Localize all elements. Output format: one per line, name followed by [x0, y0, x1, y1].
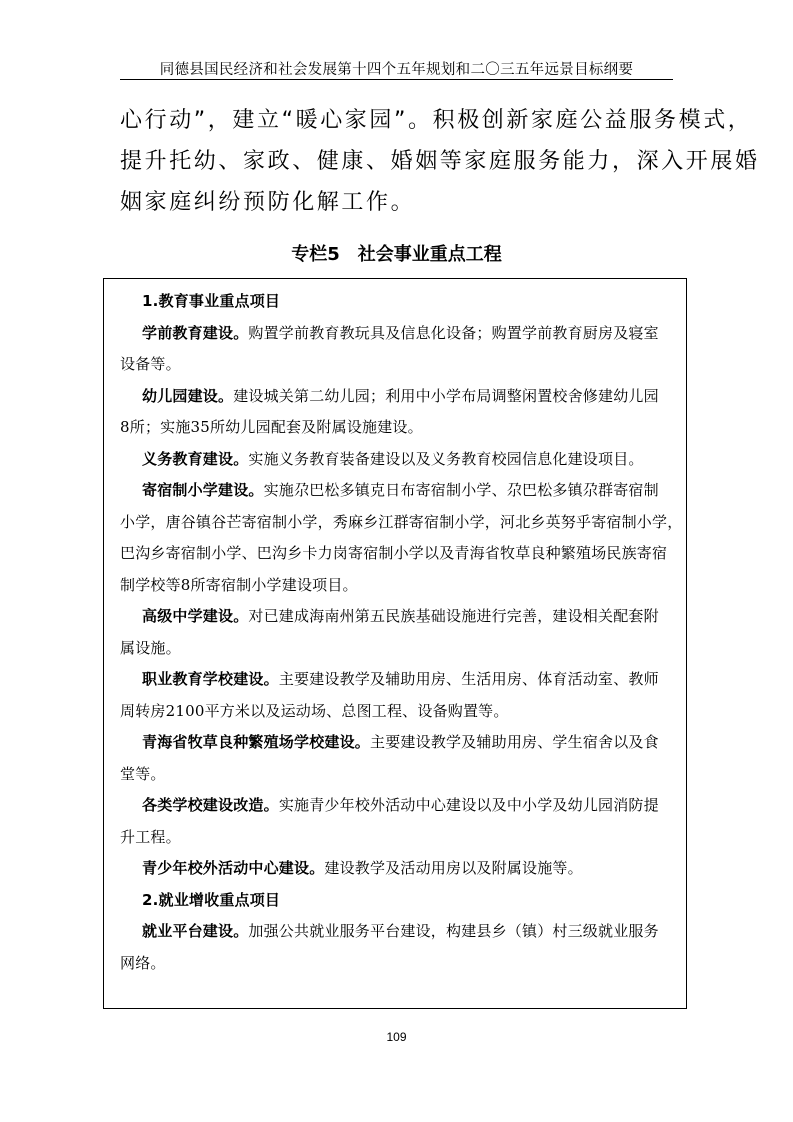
project-item: [120, 475, 680, 507]
intro-line: 姻家庭纠纷预防化解工作。: [120, 190, 416, 215]
project-item: [120, 727, 680, 759]
page-number: 109: [386, 1030, 407, 1044]
item-text-cont: 堂等。: [120, 764, 166, 783]
item-label: 各类学校建设改造。: [142, 796, 279, 814]
running-header: 同德县国民经济和社会发展第十四个五年规划和二〇三五年远景目标纲要: [159, 62, 634, 78]
intro-paragraph: [120, 100, 760, 223]
item-label: 职业教育学校建设。: [142, 670, 279, 688]
project-item: [120, 853, 680, 885]
project-item: [120, 444, 680, 476]
item-text: 建设教学及活动用房以及附属设施等。: [324, 859, 583, 877]
project-item: [120, 916, 680, 948]
item-text: 对已建成海南州第五民族基础设施进行完善，建设相关配套附: [248, 607, 659, 625]
item-text: 主要建设教学及辅助用房、生活用房、体育活动室、教师: [278, 670, 659, 688]
item-label: 青海省牧草良种繁殖场学校建设。: [142, 733, 371, 751]
item-text: 加强公共就业服务平台建设，构建县乡（镇）村三级就业服务: [248, 922, 659, 940]
header-rule: [120, 79, 673, 80]
item-text: 实施义务教育装备建设以及义务教育校园信息化建设项目。: [248, 449, 644, 468]
section-heading-education: 1.教育事业重点项目: [142, 292, 281, 310]
intro-line: 提升托幼、家政、健康、婚姻等家庭服务能力，深入开展婚: [120, 149, 760, 174]
item-text-cont: 网络。: [120, 953, 166, 972]
item-text-cont: 制学校等8所寄宿制小学建设项目。: [120, 575, 358, 594]
item-text-cont: 8所；实施35所幼儿园配套及附属设施建设。: [120, 418, 423, 436]
intro-line: 心行动”，建立“暖心家园”。积极创新家庭公益服务模式，: [120, 108, 753, 133]
item-label: 幼儿园建设。: [142, 386, 234, 405]
project-item: [120, 601, 680, 633]
project-box-content: [120, 286, 683, 979]
item-label: 高级中学建设。: [142, 607, 249, 625]
item-text-cont: 设备等。: [120, 355, 181, 373]
section-heading-employment: 2.就业增收重点项目: [142, 890, 281, 909]
box-title: 专栏5 社会事业重点工程: [291, 244, 502, 265]
item-label: 义务教育建设。: [142, 449, 249, 468]
item-text: 主要建设教学及辅助用房、学生宿舍以及食: [370, 733, 659, 751]
item-text-cont: 巴沟乡寄宿制小学、巴沟乡卡力岗寄宿制小学以及青海省牧草良种繁殖场民族寄宿: [120, 544, 668, 562]
item-label: 寄宿制小学建设。: [142, 481, 264, 499]
item-text-cont: 属设施。: [120, 638, 181, 657]
item-label: 就业平台建设。: [142, 922, 249, 940]
item-text: 实施尕巴松多镇克日布寄宿制小学、尕巴松多镇尕群寄宿制: [263, 481, 659, 499]
item-text: 购置学前教育教玩具及信息化设备；购置学前教育厨房及寝室: [248, 323, 659, 342]
project-item: [120, 664, 680, 696]
project-item: [120, 790, 680, 822]
project-item: [120, 381, 680, 413]
item-text: 建设城关第二幼儿园；利用中小学布局调整闲置校舍修建幼儿园: [233, 386, 659, 405]
item-text-cont: 周转房2100平方米以及运动场、总图工程、设备购置等。: [120, 701, 509, 720]
item-text-cont: 升工程。: [120, 827, 181, 846]
item-text-cont: 小学，唐谷镇谷芒寄宿制小学，秀麻乡江群寄宿制小学，河北乡英努乎寄宿制小学，: [120, 512, 683, 531]
project-item: [120, 318, 680, 350]
item-label: 青少年校外活动中心建设。: [142, 859, 325, 877]
item-text: 实施青少年校外活动中心建设以及中小学及幼儿园消防提: [278, 796, 659, 814]
item-label: 学前教育建设。: [142, 323, 249, 342]
